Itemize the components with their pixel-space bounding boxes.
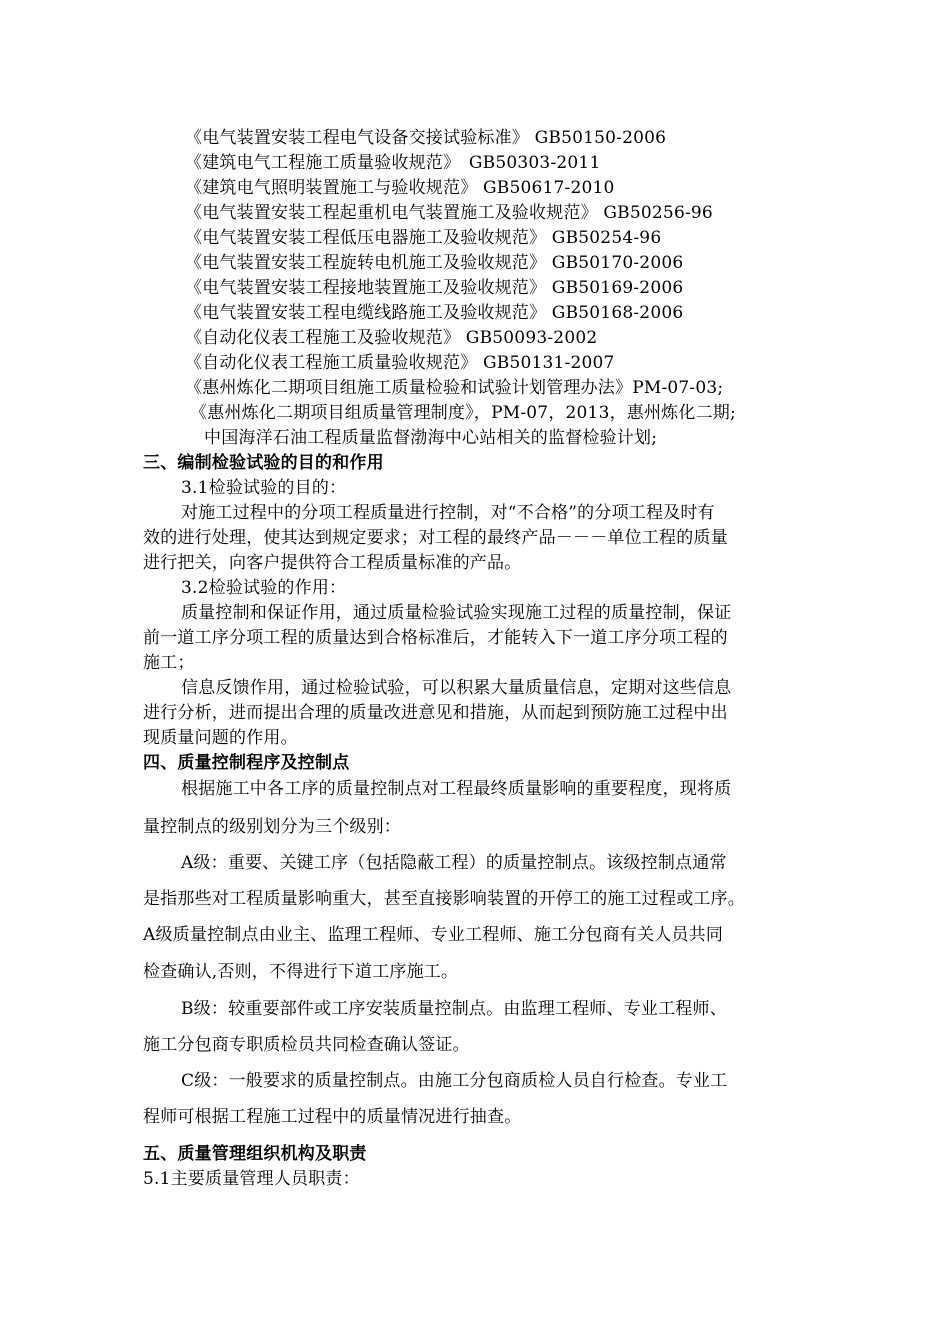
subsection-title: 3.2检验试验的作用： [181,578,347,598]
reference-item: 《电气装置安装工程起重机电气装置施工及验收规范》 GB50256-96 [185,203,713,223]
reference-item: 《电气装置安装工程电气设备交接试验标准》 GB50150-2006 [185,128,667,148]
subsection-title: 3.1检验试验的目的： [181,478,347,498]
paragraph-line: A级质量控制点由业主、监理工程师、专业工程师、施工分包商有关人员共同 [143,925,724,945]
paragraph-line: 根据施工中各工序的质量控制点对工程最终质量影响的重要程度，现将质 [181,779,732,799]
reference-item: 《电气装置安装工程低压电器施工及验收规范》 GB50254-96 [185,228,662,248]
paragraph-line: 信息反馈作用，通过检验试验，可以积累大量质量信息，定期对这些信息 [181,678,732,698]
reference-item: 中国海洋石油工程质量监督渤海中心站相关的监督检验计划; [204,428,658,448]
paragraph-line: A级：重要、关键工序（包括隐蔽工程）的质量控制点。该级控制点通常 [181,853,727,873]
reference-item: 《电气装置安装工程接地装置施工及验收规范》 GB50169-2006 [185,278,684,298]
section-heading: 五、质量管理组织机构及职责 [143,1144,367,1164]
paragraph-line: 程师可根据工程施工过程中的质量情况进行抽查。 [143,1107,522,1127]
paragraph-line: 现质量问题的作用。 [143,728,298,748]
section-heading: 四、质量控制程序及控制点 [143,753,350,773]
reference-item: 《惠州炼化二期项目组施工质量检验和试验计划管理办法》PM-07-03; [185,378,724,398]
paragraph-line: C级：一般要求的质量控制点。由施工分包商质检人员自行检查。专业工 [181,1071,728,1091]
paragraph-line: 施工； [143,653,195,673]
reference-item: 《电气装置安装工程电缆线路施工及验收规范》 GB50168-2006 [185,303,684,323]
paragraph-line: 前一道工序分项工程的质量达到合格标准后，才能转入下一道工序分项工程的 [143,628,728,648]
paragraph-line: 进行分析，进而提出合理的质量改进意见和措施，从而起到预防施工过程中出 [143,703,728,723]
subsection-title: 5.1主要质量管理人员职责： [143,1169,360,1189]
paragraph-line: 效的进行处理，使其达到规定要求；对工程的最终产品－－－单位工程的质量 [143,528,728,548]
paragraph-line: 进行把关，向客户提供符合工程质量标准的产品。 [143,553,522,573]
paragraph-line: B级：较重要部件或工序安装质量控制点。由监理工程师、专业工程师、 [181,999,727,1019]
reference-item: 《惠州炼化二期项目组质量管理制度》，PM-07，2013，惠州炼化二期; [190,403,736,423]
reference-item: 《建筑电气照明装置施工与验收规范》 GB50617-2010 [185,178,615,198]
paragraph-line: 对施工过程中的分项工程质量进行控制，对“不合格”的分项工程及时有 [181,503,715,523]
reference-item: 《建筑电气工程施工质量验收规范》 GB50303-2011 [185,153,601,173]
reference-item: 《自动化仪表工程施工及验收规范》 GB50093-2002 [185,328,598,348]
paragraph-line: 施工分包商专职质检员共同检查确认签证。 [143,1035,470,1055]
section-heading: 三、编制检验试验的目的和作用 [143,453,384,473]
reference-item: 《自动化仪表工程施工质量验收规范》 GB50131-2007 [185,353,615,373]
paragraph-line: 是指那些对工程质量影响重大，甚至直接影响装置的开停工的施工过程或工序。 [143,889,745,909]
paragraph-line: 量控制点的级别划分为三个级别： [143,817,401,837]
reference-item: 《电气装置安装工程旋转电机施工及验收规范》 GB50170-2006 [185,253,684,273]
paragraph-line: 检查确认,否则，不得进行下道工序施工。 [143,962,459,982]
paragraph-line: 质量控制和保证作用，通过质量检验试验实现施工过程的质量控制，保证 [181,603,732,623]
